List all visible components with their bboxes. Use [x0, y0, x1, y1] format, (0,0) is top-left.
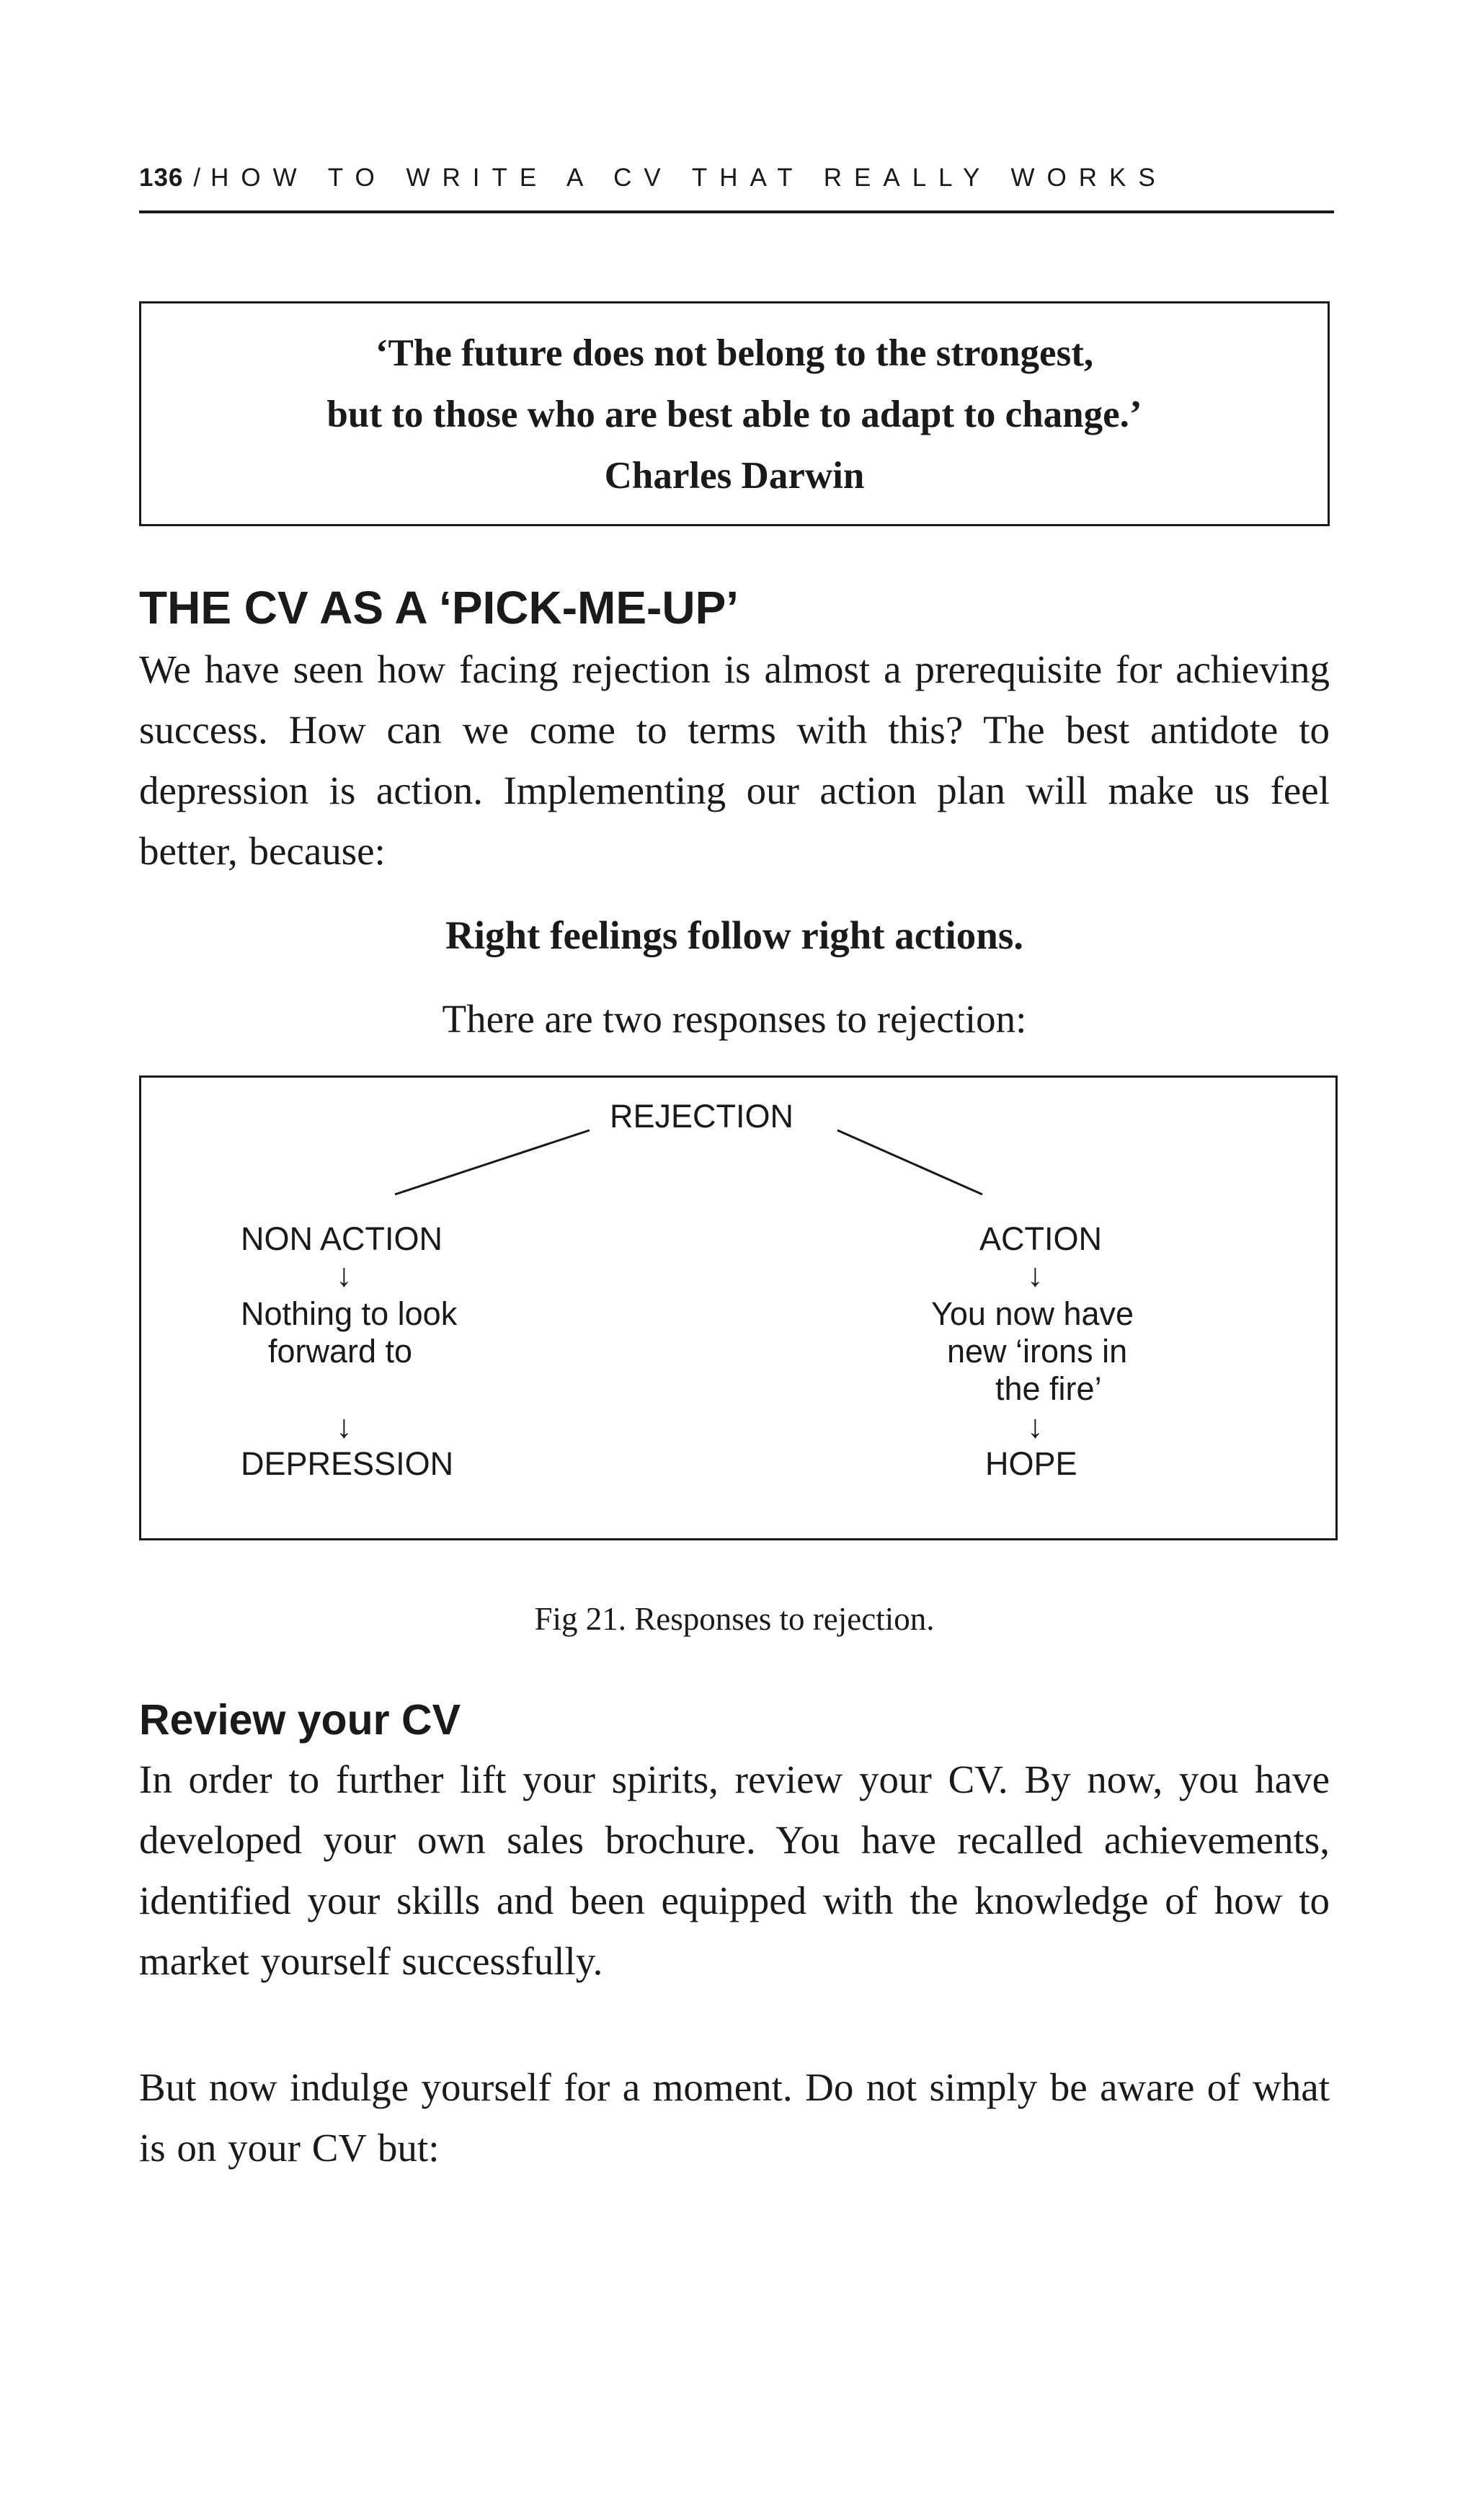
diagram-arrow-right-1: ↓ [1027, 1256, 1044, 1293]
section-paragraph: We have seen how facing rejection is almost a prerequisite for achieving success. How can we come to terms with this? The best antidote to depression is action. Implementing our action plan will make us feel better, because: [139, 647, 1330, 873]
diagram-left-detail-2: forward to [268, 1333, 413, 1370]
quote-author: Charles Darwin [604, 455, 865, 497]
book-title: HOW TO WRITE A CV THAT REALLY WORKS [210, 164, 1168, 192]
review-paragraph-1: In order to further lift your spirits, review your CV. By now, you have developed your own sales brochure. You have recalled achievements, identified your skills and been equipped with the knowledge of how to market yourself successfully. [139, 1757, 1330, 1983]
diagram-root-rejection: REJECTION [610, 1098, 794, 1135]
diagram-depression: DEPRESSION [241, 1445, 454, 1482]
figure-caption: Fig 21. Responses to rejection. [534, 1601, 935, 1637]
responses-diagram [139, 1075, 1338, 1540]
connector-right [837, 1130, 982, 1194]
running-header [139, 160, 1334, 213]
review-paragraph-2: But now indulge yourself for a moment. Do not simply be aware of what is on your CV but: [139, 2065, 1330, 2170]
lead-in-line: There are two responses to rejection: [442, 997, 1027, 1041]
diagram-left-detail-1: Nothing to look [241, 1295, 458, 1332]
header-separator: / [193, 164, 201, 192]
diagram-right-detail-1: You now have [931, 1295, 1134, 1332]
diagram-arrow-left-2: ↓ [336, 1408, 352, 1445]
diagram-right-detail-2: new ‘irons in [947, 1333, 1128, 1370]
section-heading: THE CV AS A ‘PICK-ME-UP’ [139, 582, 739, 634]
diagram-arrow-right-2: ↓ [1027, 1408, 1044, 1445]
diagram-arrow-left-1: ↓ [336, 1256, 352, 1293]
review-heading: Review your CV [139, 1696, 461, 1744]
diagram-non-action: NON ACTION [241, 1220, 443, 1257]
quote-line-2: but to those who are best able to adapt to change.’ [326, 394, 1142, 435]
diagram-right-detail-3: the fire’ [995, 1370, 1102, 1407]
diagram-hope: HOPE [985, 1445, 1077, 1482]
diagram-action: ACTION [979, 1220, 1103, 1257]
quote-line-1: ‘The future does not belong to the strongest, [375, 332, 1094, 374]
quote-box [139, 301, 1330, 526]
emphasis-line: Right feelings follow right actions. [445, 913, 1024, 957]
page-number: 136 [139, 164, 184, 192]
connector-left [395, 1130, 590, 1194]
